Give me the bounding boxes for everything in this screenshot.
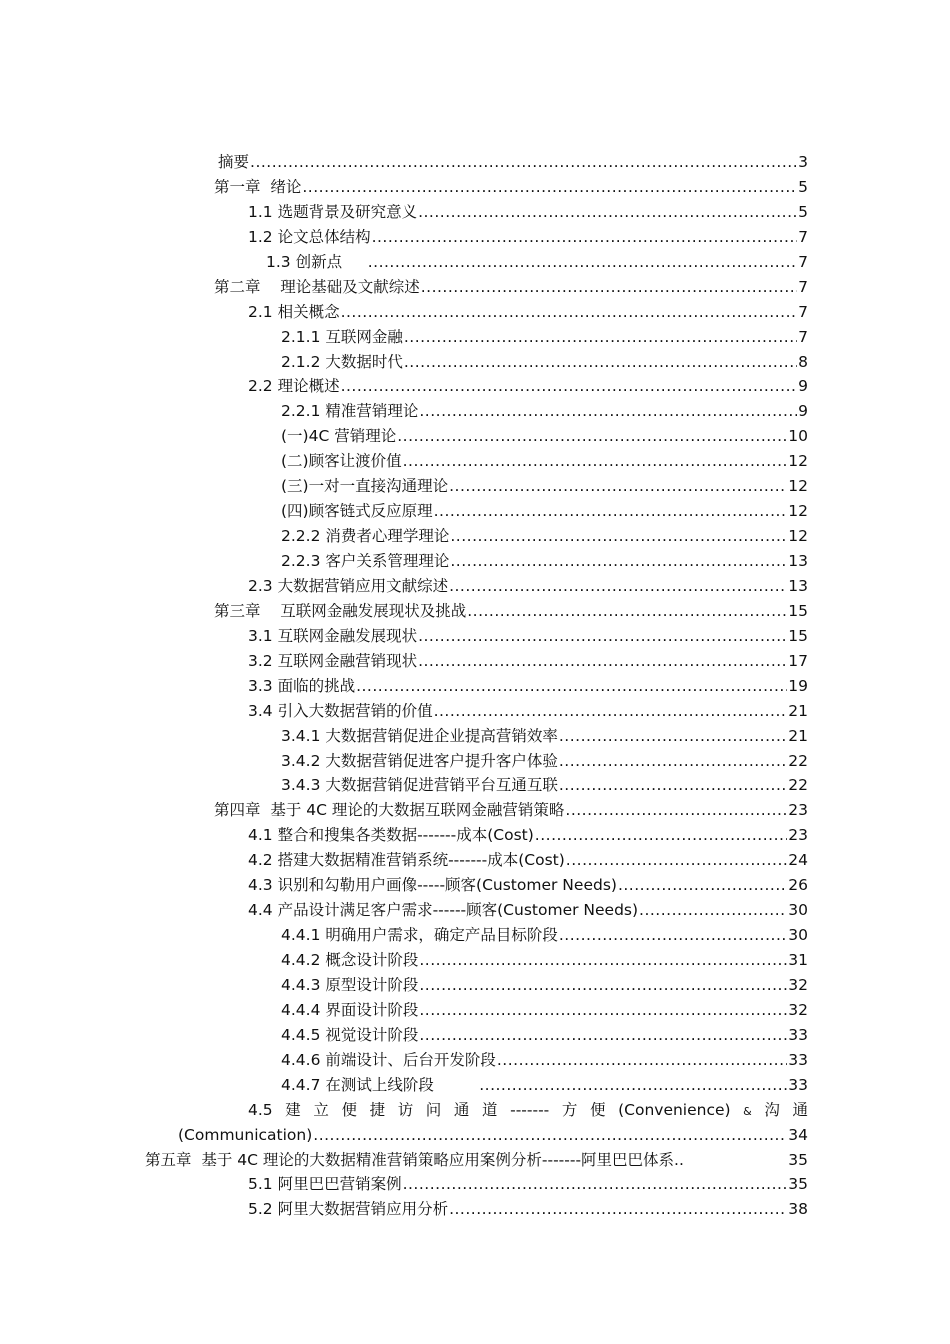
toc-entry[interactable] [0,973,950,998]
toc-page-number: 12 [788,452,808,471]
toc-page-number: 9 [798,377,808,396]
toc-page-number: 33 [788,1025,808,1044]
toc-entry-word: 通 [453,1100,470,1119]
toc-entry[interactable] [0,948,950,973]
toc-page-number: 10 [788,427,808,446]
dot-leader [419,998,787,1023]
dot-leader [559,773,787,798]
toc-entry[interactable] [0,599,950,624]
toc-entry-word: 通 [792,1100,808,1119]
dot-leader [368,250,797,275]
toc-page-number: 33 [788,1075,808,1094]
toc-entry[interactable] [0,773,950,798]
toc-entry[interactable] [0,1073,950,1098]
toc-entry-title: 5.1 阿里巴巴营销案例 [248,1175,402,1194]
toc-entry-title: 第一章 绪论 [214,177,302,196]
toc-entry-title: (三)一对一直接沟通理论 [281,477,449,496]
toc-entry-title: 4.4.7 在测试上线阶段 [281,1075,479,1094]
toc-page-number: 23 [788,826,808,845]
toc-entry-word: 方 [561,1100,578,1119]
dot-leader [467,599,787,624]
toc-entry-title: 5.2 阿里大数据营销应用分析 [248,1200,449,1219]
toc-entry[interactable] [0,574,950,599]
toc-page-number: 12 [788,502,808,521]
dot-leader [341,374,798,399]
toc-entry[interactable] [0,724,950,749]
toc-entry-title: 3.1 互联网金融发展现状 [248,626,418,645]
toc-entry-title: 摘要 [218,153,250,171]
dot-leader [559,749,787,774]
toc-page-number: 23 [788,801,808,820]
toc-entry[interactable] [0,749,950,774]
toc-page-number: 7 [798,252,808,271]
toc-entry[interactable] [0,300,950,325]
toc-entry[interactable] [0,649,950,674]
toc-entry[interactable] [0,1148,950,1173]
dot-leader [302,175,797,200]
dot-leader [403,1172,788,1197]
toc-entry[interactable] [0,499,950,524]
toc-page-number: 7 [798,227,808,246]
toc-entry[interactable] [0,275,950,300]
toc-entry-title: 2.2.2 消费者心理学理论 [281,527,450,546]
toc-page-number: 22 [788,776,808,795]
toc-entry-title: (四)顾客链式反应原理 [281,502,433,521]
dot-leader [341,300,798,325]
toc-entry-title: 3.2 互联网金融营销现状 [248,651,418,670]
toc-entry[interactable] [0,175,950,200]
toc-entry[interactable] [0,250,950,275]
toc-entry[interactable] [0,1123,950,1148]
toc-page-number: 30 [788,926,808,945]
dot-leader [565,798,787,823]
toc-page-number: 8 [798,352,808,371]
dot-leader [418,200,797,225]
dot-leader [372,225,798,250]
dot-leader [559,724,787,749]
toc-page-number: 30 [788,901,808,920]
toc-entry-word: 访 [397,1100,414,1119]
toc-entry-title: 第三章 互联网金融发展现状及挑战 [214,601,467,620]
dot-leader [419,399,797,424]
toc-entry-title: 3.4 引入大数据营销的价值 [248,701,433,720]
toc-page-number: 12 [788,477,808,496]
toc-entry[interactable] [0,823,950,848]
dot-leader [419,948,787,973]
toc-entry[interactable] [0,325,950,350]
toc-entry[interactable] [0,1023,950,1048]
toc-entry[interactable] [0,699,950,724]
toc-entry-title: 4.3 识别和勾勒用户画像-----顾客(Customer Needs) [248,876,617,895]
dot-leader [449,574,787,599]
toc-entry-title: 4.4.4 界面设计阶段 [281,1000,419,1019]
toc-page-number: 19 [788,676,808,695]
dot-leader [449,474,787,499]
toc-entry-title: 2.1.2 大数据时代 [281,352,403,371]
dot-leader [418,649,787,674]
toc-page-number: 33 [788,1050,808,1069]
dot-leader [434,699,788,724]
dot-leader [404,350,797,375]
toc-entry-word: & [743,1104,752,1118]
dot-leader [497,1048,787,1073]
dot-leader [403,449,788,474]
toc-page-number: 7 [798,327,808,346]
toc-entry-title: 1.2 论文总体结构 [248,227,371,246]
dot-leader [535,823,787,848]
dot-leader [419,1023,787,1048]
toc-page-number: 35 [788,1150,808,1169]
dot-leader [419,973,787,998]
toc-entry-title: 4.4.3 原型设计阶段 [281,975,419,994]
toc-page-number: 24 [788,851,808,870]
toc-entry-word: 捷 [369,1100,386,1119]
dot-leader [434,499,788,524]
toc-entry[interactable] [0,449,950,474]
toc-entry[interactable] [0,898,950,923]
toc-entry-title: 4.1 整合和搜集各类数据-------成本(Cost) [248,826,534,845]
toc-entry-title: 3.3 面临的挑战 [248,676,356,695]
toc-entry-title: 2.2.3 客户关系管理理论 [281,552,450,570]
dot-leader [421,275,797,300]
dot-leader [250,150,797,175]
toc-page-number: 7 [798,302,808,321]
toc-page-number: 21 [788,726,808,745]
dot-leader [404,325,797,350]
toc-page-number: 13 [788,552,808,570]
toc-entry-word: 建 [285,1100,301,1119]
toc-page-number: 31 [788,951,808,969]
toc-entry[interactable] [0,374,950,399]
dot-leader [397,424,787,449]
toc-page-number: 17 [788,651,808,670]
toc-entry-title: 2.1 相关概念 [248,302,340,321]
toc-entry-title: 4.4.1 明确用户需求，确定产品目标阶段 [281,926,558,945]
toc-page-number: 32 [788,1000,808,1019]
toc-entry[interactable] [0,848,950,873]
dot-leader [418,624,787,649]
toc-entry[interactable] [0,624,950,649]
toc-page-number: 13 [788,576,808,595]
toc-entry-title: 3.4.3 大数据营销促进营销平台互通互联 [281,776,558,795]
toc-entry[interactable] [0,1197,950,1222]
toc-entry-word: 4.5 [248,1100,273,1119]
toc-entry-word: 问 [425,1100,442,1119]
toc-page-number: 15 [788,601,808,620]
toc-entry[interactable] [0,923,950,948]
toc-entry-word: 便 [341,1100,357,1119]
toc-page-number: 35 [788,1175,808,1194]
dot-leader [449,1197,787,1222]
toc-entry-title: 2.2.1 精准营销理论 [281,402,419,421]
toc-entry-title: 第二章 理论基础及文献综述 [214,277,420,296]
dot-leader [479,1073,787,1098]
toc-entry-word: 沟 [764,1100,780,1119]
toc-entry-word: (Convenience) [618,1100,731,1119]
toc-entry-title: 4.2 搭建大数据精准营销系统-------成本(Cost) [248,851,565,870]
dot-leader [618,873,787,898]
dot-leader [566,848,787,873]
toc-entry-title: 3.4.1 大数据营销促进企业提高营销效率 [281,726,558,745]
toc-entry-title: 1.3 创新点 [266,252,367,271]
toc-entry-title: 4.4.2 概念设计阶段 [281,951,419,969]
toc-entry-word: 道 [482,1100,498,1119]
toc-page-number: 22 [788,751,808,770]
toc-entry-title: 2.1.1 互联网金融 [281,327,403,346]
toc-entry-title: 第四章 基于 4C 理论的大数据互联网金融营销策略 [214,801,565,820]
toc-entry-title: (二)顾客让渡价值 [281,452,402,471]
toc-entry[interactable] [0,1048,950,1073]
toc-entry-title: 4.4.6 前端设计、后台开发阶段 [281,1050,496,1069]
toc-entry-word: 立 [313,1100,329,1119]
dot-leader [313,1123,787,1148]
toc-page-number: 5 [798,177,808,196]
toc-page-number: 12 [788,527,808,546]
toc-page-number: 9 [798,402,808,421]
toc-entry-word: ------- [510,1100,550,1119]
toc-page-number: 3 [798,153,808,171]
toc-entry-title: 第五章 基于 4C 理论的大数据精准营销策略应用案例分析-------阿里巴巴体系.. [145,1150,684,1169]
toc-entry-title: 4.4.5 视觉设计阶段 [281,1025,419,1044]
toc-entry-title: (一)4C 营销理论 [281,427,397,446]
toc-entry-title: 2.3 大数据营销应用文献综述 [248,576,449,595]
toc-entry[interactable] [0,150,950,175]
toc-page-number: 32 [788,975,808,994]
dot-leader [450,549,787,574]
toc-page-number: 15 [788,626,808,645]
dot-leader [356,674,787,699]
dot-leader [559,923,787,948]
toc-entry-title: (Communication) [178,1125,313,1144]
toc-entry[interactable] [0,1172,950,1197]
toc-entry[interactable] [0,474,950,499]
toc-page-number: 38 [788,1200,808,1219]
toc-entry[interactable] [0,524,950,549]
toc-page-number: 5 [798,202,808,221]
toc-entry[interactable] [0,200,950,225]
table-of-contents [0,150,950,1222]
toc-entry[interactable] [0,798,950,823]
toc-entry[interactable] [0,424,950,449]
toc-entry-word: 便 [589,1100,606,1119]
toc-page-number: 7 [798,277,808,296]
toc-entry-title: 1.1 选题背景及研究意义 [248,202,418,221]
toc-entry[interactable] [0,1098,950,1123]
toc-entry-title: 3.4.2 大数据营销促进客户提升客户体验 [281,751,558,770]
toc-entry[interactable] [0,350,950,375]
toc-entry[interactable] [0,674,950,699]
toc-page-number: 26 [788,876,808,895]
toc-page-number: 34 [788,1125,808,1144]
dot-leader [639,898,787,923]
toc-entry-title: 4.4 产品设计满足客户需求------顾客(Customer Needs) [248,901,639,920]
dot-leader [450,524,787,549]
toc-entry[interactable] [0,225,950,250]
toc-page-number: 21 [788,701,808,720]
toc-entry[interactable] [0,399,950,424]
toc-entry[interactable] [0,873,950,898]
toc-entry[interactable] [0,549,950,574]
toc-entry-title: 2.2 理论概述 [248,377,340,396]
toc-entry[interactable] [0,998,950,1023]
